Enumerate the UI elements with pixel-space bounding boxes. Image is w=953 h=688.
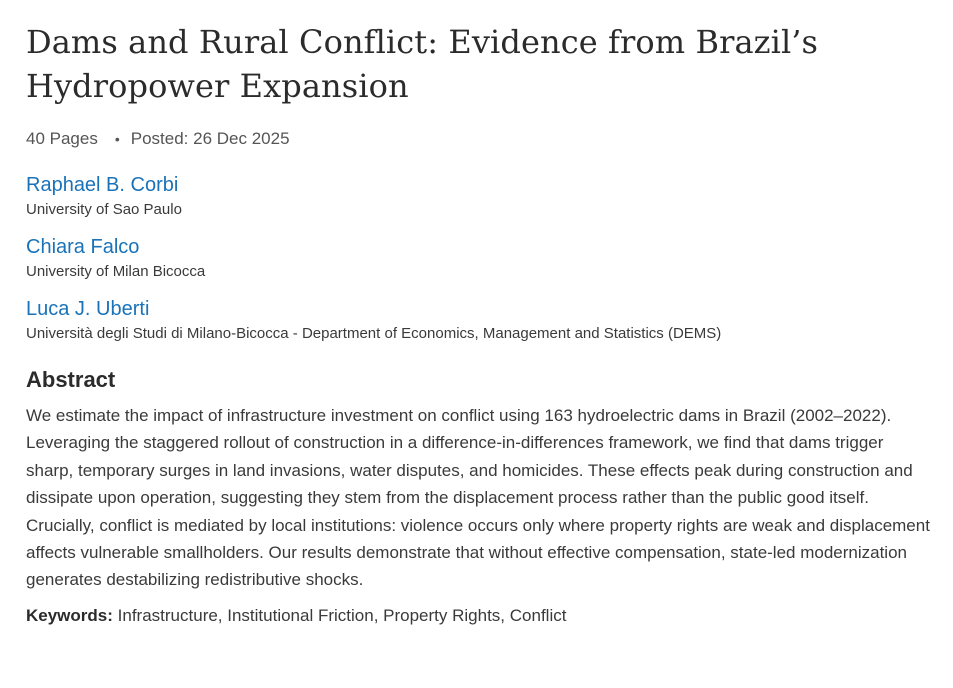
abstract-text: We estimate the impact of infrastructure investment on conflict using 163 hydroelectric dams in Brazil (2002–2022). Leveraging the staggered rollout of construction in a difference-in-differences framework, we find that dams trigger sharp, temporary surges in land invasions, water disputes, and homicides. These effects peak during construction and dissipate upon operation, suggesting they stem from the displacement process rather than the public good itself. Crucially, conflict is mediated by local institutions: violence occurs only where property rights are weak and displacement affects vulnerable smallholders. Our results demonstrate that without effective compensation, state-led modernization generates destabilizing redistributive shocks. xyxy=(26,406,930,590)
page-count: 40 Pages xyxy=(26,129,98,148)
author-affiliation: Università degli Studi di Milano-Bicocca - Department of Economics, Management and Statistics (DEMS) xyxy=(26,325,722,342)
paper-title xyxy=(26,20,936,108)
author-affiliation: University of Milan Bicocca xyxy=(26,263,206,280)
author-list xyxy=(26,172,936,344)
paper-meta xyxy=(26,128,936,150)
author-entry xyxy=(26,172,936,220)
author-link-uberti[interactable]: Luca J. Uberti xyxy=(26,298,150,320)
author-entry xyxy=(26,296,936,344)
posted-date: Posted: 26 Dec 2025 xyxy=(130,129,290,148)
keywords-values: Infrastructure, Institutional Friction, Property Rights, Conflict xyxy=(117,605,567,625)
abstract-heading: Abstract xyxy=(26,367,116,392)
paper-title-line-1: Dams and Rural Conflict: Evidence from Brazil’s xyxy=(26,23,819,61)
keywords xyxy=(26,604,936,628)
author-entry xyxy=(26,234,936,282)
paper-title-line-2: Hydropower Expansion xyxy=(26,67,409,105)
meta-separator: • xyxy=(114,131,120,147)
author-link-falco[interactable]: Chiara Falco xyxy=(26,236,140,258)
keywords-label: Keywords: xyxy=(26,605,113,625)
paper-page xyxy=(26,14,936,628)
author-link-corbi[interactable]: Raphael B. Corbi xyxy=(26,174,179,196)
author-affiliation: University of Sao Paulo xyxy=(26,201,182,218)
